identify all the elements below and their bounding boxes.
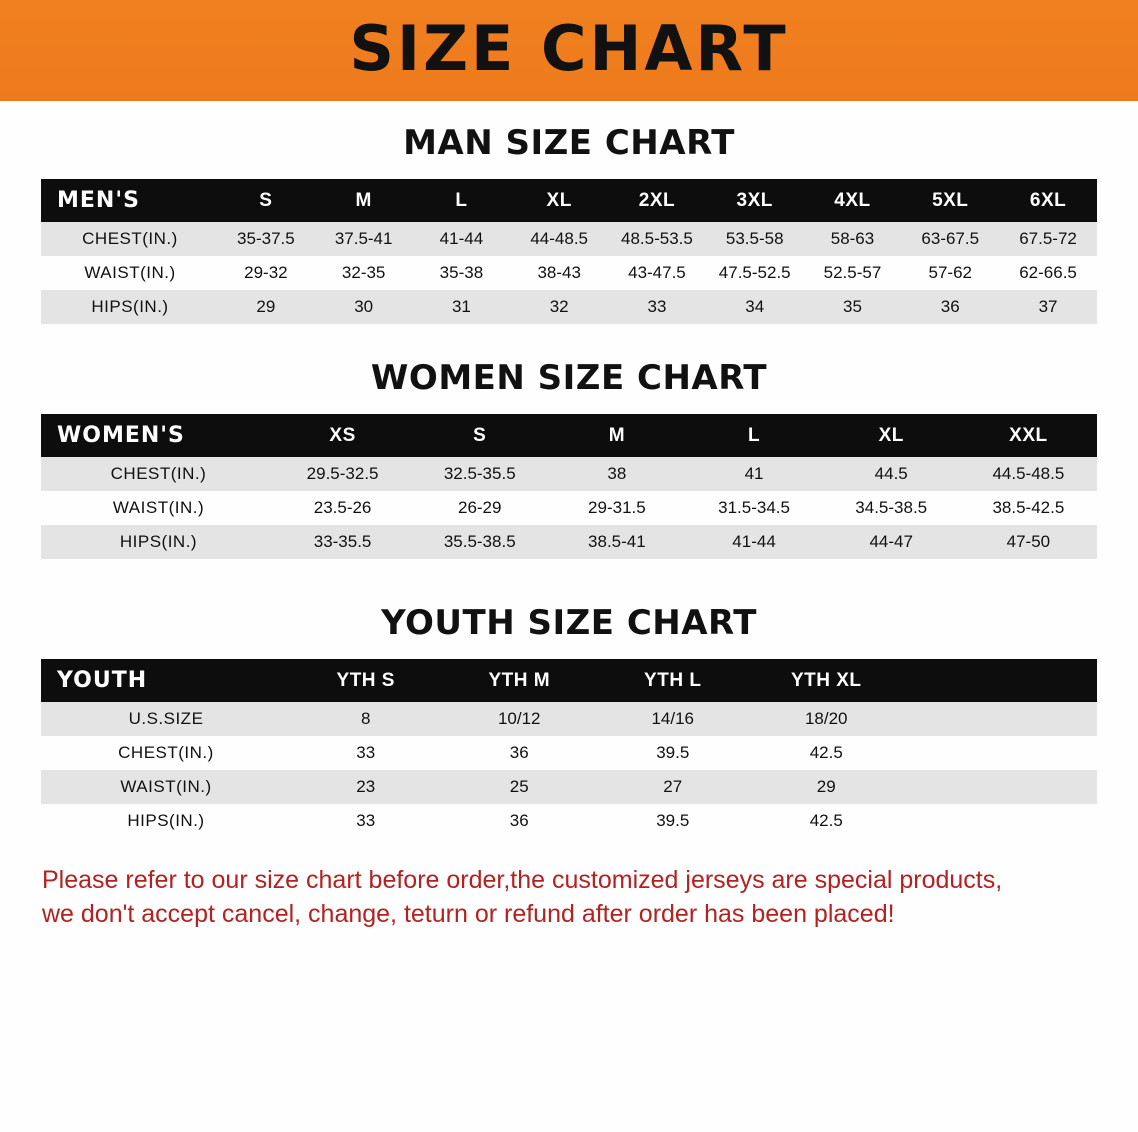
man-cell: 58-63	[804, 222, 902, 256]
man-cell: 44-48.5	[510, 222, 608, 256]
man-col-header: 5XL	[932, 189, 969, 211]
women-col-header: M	[608, 424, 626, 446]
women-col-header: XL	[878, 424, 904, 446]
women-cell: 44-47	[823, 525, 960, 559]
man-cell: 63-67.5	[901, 222, 999, 256]
women-col-header: S	[473, 424, 487, 446]
women-size-table	[41, 414, 1097, 559]
youth-cell: 39.5	[596, 736, 750, 770]
man-row-label: WAIST(IN.)	[41, 256, 217, 290]
man-col-header: L	[455, 189, 468, 211]
women-cell: 41	[685, 457, 822, 491]
youth-size-table	[41, 659, 1097, 838]
youth-cell: 33	[289, 736, 443, 770]
youth-cell-empty	[903, 804, 1097, 838]
man-cell: 38-43	[510, 256, 608, 290]
table-row	[41, 525, 1097, 559]
man-cell: 37	[999, 290, 1097, 324]
women-cell: 33-35.5	[274, 525, 411, 559]
youth-cell: 18/20	[750, 702, 904, 736]
youth-table-head	[41, 659, 1097, 702]
man-header-row	[41, 179, 1097, 222]
youth-cell: 29	[750, 770, 904, 804]
man-col-header: 4XL	[834, 189, 871, 211]
women-row-label: WAIST(IN.)	[41, 491, 274, 525]
women-cell: 29.5-32.5	[274, 457, 411, 491]
women-cell: 44.5	[823, 457, 960, 491]
man-cell: 29-32	[217, 256, 315, 290]
man-table-wrap	[0, 179, 1138, 324]
youth-cell: 10/12	[443, 702, 597, 736]
table-row	[41, 702, 1097, 736]
youth-cell-empty	[903, 770, 1097, 804]
women-cell: 26-29	[411, 491, 548, 525]
women-cell: 44.5-48.5	[960, 457, 1097, 491]
man-cell: 32	[510, 290, 608, 324]
man-cell: 36	[901, 290, 999, 324]
women-cell: 41-44	[685, 525, 822, 559]
youth-table-body	[41, 702, 1097, 838]
man-col-header: XL	[546, 189, 572, 211]
man-cell: 62-66.5	[999, 256, 1097, 290]
youth-row-label: WAIST(IN.)	[41, 770, 289, 804]
women-cell: 29-31.5	[548, 491, 685, 525]
man-cell: 33	[608, 290, 706, 324]
youth-cell: 42.5	[750, 804, 904, 838]
table-row	[41, 491, 1097, 525]
table-row	[41, 256, 1097, 290]
youth-cell: 8	[289, 702, 443, 736]
man-corner-label: MEN'S	[57, 188, 140, 213]
youth-col-header: YTH XL	[790, 669, 862, 691]
youth-col-header: YTH M	[488, 669, 551, 691]
youth-cell: 39.5	[596, 804, 750, 838]
man-cell: 67.5-72	[999, 222, 1097, 256]
man-cell: 53.5-58	[706, 222, 804, 256]
man-table-head	[41, 179, 1097, 222]
table-row	[41, 222, 1097, 256]
youth-cell: 14/16	[596, 702, 750, 736]
man-cell: 52.5-57	[804, 256, 902, 290]
man-cell: 48.5-53.5	[608, 222, 706, 256]
man-cell: 43-47.5	[608, 256, 706, 290]
man-cell: 41-44	[413, 222, 511, 256]
man-cell: 47.5-52.5	[706, 256, 804, 290]
women-cell: 38.5-42.5	[960, 491, 1097, 525]
youth-table-wrap	[0, 659, 1138, 838]
man-col-header: 3XL	[736, 189, 773, 211]
man-cell: 34	[706, 290, 804, 324]
man-table-body	[41, 222, 1097, 324]
youth-cell-empty	[903, 736, 1097, 770]
youth-row-label: CHEST(IN.)	[41, 736, 289, 770]
women-cell: 38	[548, 457, 685, 491]
women-col-header: XS	[329, 424, 356, 446]
women-section-heading: WOMEN SIZE CHART	[370, 358, 768, 398]
man-col-header: M	[355, 189, 372, 211]
page-title: SIZE CHART	[349, 11, 789, 85]
youth-cell: 23	[289, 770, 443, 804]
man-row-label: CHEST(IN.)	[41, 222, 217, 256]
man-cell: 37.5-41	[315, 222, 413, 256]
man-cell: 32-35	[315, 256, 413, 290]
women-cell: 31.5-34.5	[685, 491, 822, 525]
man-cell: 35	[804, 290, 902, 324]
youth-corner-label: YOUTH	[57, 668, 148, 693]
policy-note	[0, 864, 1138, 932]
youth-cell: 25	[443, 770, 597, 804]
man-cell: 30	[315, 290, 413, 324]
table-row	[41, 290, 1097, 324]
women-corner-label: WOMEN'S	[57, 423, 185, 448]
youth-cell: 36	[443, 736, 597, 770]
women-cell: 34.5-38.5	[823, 491, 960, 525]
women-header-row	[41, 414, 1097, 457]
youth-cell-empty	[903, 702, 1097, 736]
man-row-label: HIPS(IN.)	[41, 290, 217, 324]
youth-header-row	[41, 659, 1097, 702]
youth-col-header-empty	[903, 659, 1097, 702]
women-cell: 23.5-26	[274, 491, 411, 525]
women-cell: 32.5-35.5	[411, 457, 548, 491]
women-col-header: L	[747, 424, 761, 446]
man-cell: 35-38	[413, 256, 511, 290]
youth-row-label: U.S.SIZE	[41, 702, 289, 736]
women-row-label: CHEST(IN.)	[41, 457, 274, 491]
man-col-header: 6XL	[1029, 189, 1067, 211]
youth-col-header: YTH L	[644, 669, 702, 691]
man-col-header: 2XL	[638, 189, 676, 211]
youth-cell: 27	[596, 770, 750, 804]
youth-section-heading: YOUTH SIZE CHART	[381, 603, 757, 643]
youth-cell: 42.5	[750, 736, 904, 770]
policy-note-line-2: we don't accept cancel, change, teturn or refund after order has been placed!	[42, 899, 895, 928]
women-cell: 47-50	[960, 525, 1097, 559]
women-table-wrap	[0, 414, 1138, 559]
youth-col-header: YTH S	[336, 669, 395, 691]
youth-row-label: HIPS(IN.)	[41, 804, 289, 838]
man-cell: 35-37.5	[217, 222, 315, 256]
youth-cell: 36	[443, 804, 597, 838]
man-cell: 29	[217, 290, 315, 324]
table-row	[41, 736, 1097, 770]
table-row	[41, 770, 1097, 804]
man-section-heading: MAN SIZE CHART	[403, 123, 735, 163]
table-row	[41, 457, 1097, 491]
man-cell: 57-62	[901, 256, 999, 290]
women-row-label: HIPS(IN.)	[41, 525, 274, 559]
women-cell: 35.5-38.5	[411, 525, 548, 559]
women-table-head	[41, 414, 1097, 457]
page-banner	[0, 0, 1138, 101]
youth-cell: 33	[289, 804, 443, 838]
man-size-table	[41, 179, 1097, 324]
man-col-header: S	[259, 189, 273, 211]
table-row	[41, 804, 1097, 838]
women-cell: 38.5-41	[548, 525, 685, 559]
policy-note-line-1: Please refer to our size chart before order,the customized jerseys are special products,	[42, 866, 1003, 894]
women-table-body	[41, 457, 1097, 559]
man-cell: 31	[413, 290, 511, 324]
women-col-header: XXL	[1009, 424, 1048, 446]
